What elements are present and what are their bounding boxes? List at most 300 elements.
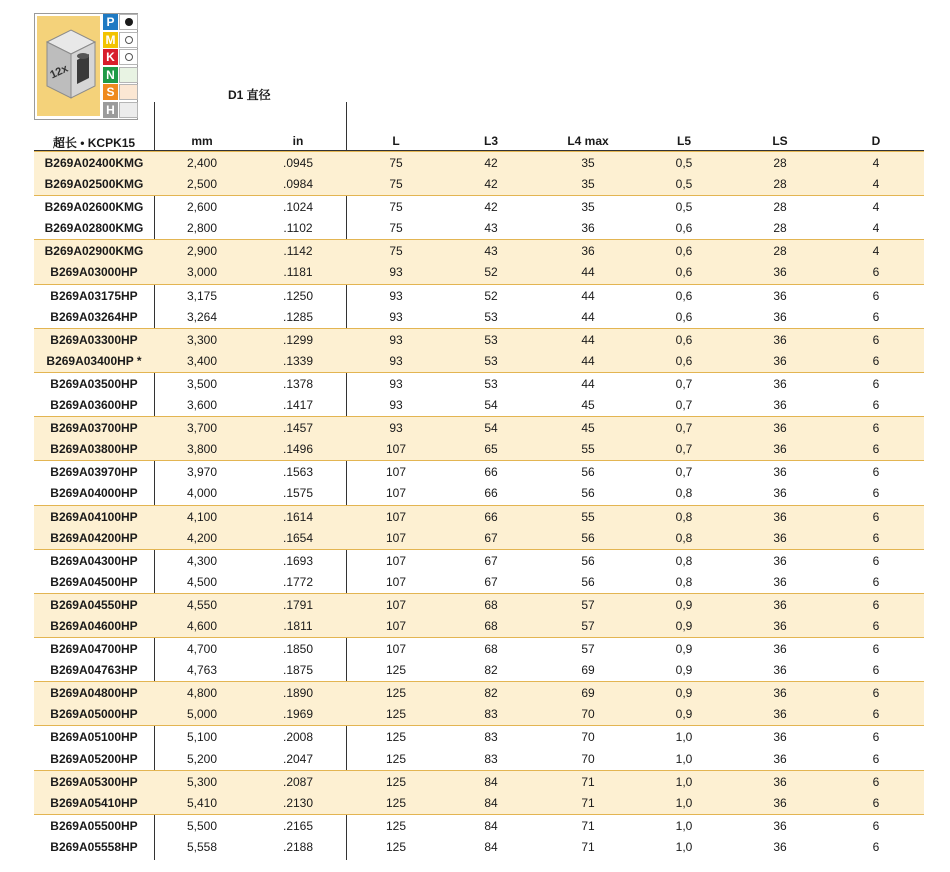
material-suitability-cell <box>119 32 138 48</box>
cell-mm: 3,600 <box>186 398 218 413</box>
cell-d: 6 <box>872 618 880 633</box>
cell-d: 4 <box>872 200 880 215</box>
cell-l4: 55 <box>581 509 595 524</box>
cell-l4: 70 <box>581 751 595 766</box>
cell-l3: 66 <box>484 486 498 501</box>
cell-l: 75 <box>389 244 403 259</box>
cell-d: 6 <box>872 642 880 657</box>
cell-l5: 0,6 <box>675 288 693 303</box>
cell-in: .1142 <box>283 244 313 259</box>
cell-l3: 68 <box>484 618 498 633</box>
cell-l4: 56 <box>581 553 595 568</box>
material-letter: K <box>103 49 118 65</box>
table-row <box>34 284 924 306</box>
cell-ls: 36 <box>773 795 787 810</box>
cell-mm: 2,400 <box>186 156 218 170</box>
cell-ls: 28 <box>773 177 787 192</box>
cell-l3: 43 <box>484 244 498 259</box>
cell-l3: 84 <box>484 795 498 810</box>
cell-l5: 0,9 <box>675 642 693 657</box>
cell-ls: 36 <box>773 751 787 766</box>
table-row <box>34 306 924 328</box>
material-letter: H <box>103 102 118 118</box>
cell-l: 125 <box>385 795 407 810</box>
cell-in: .2008 <box>282 730 314 745</box>
cell-in: .1024 <box>282 200 314 215</box>
material-letter: P <box>103 14 118 30</box>
cell-d: 6 <box>872 309 880 324</box>
cell-l: 125 <box>385 751 407 766</box>
application-icon-block <box>34 13 138 120</box>
cell-l3: 68 <box>484 597 498 612</box>
cell-mm: 4,550 <box>186 597 218 612</box>
cell-l5: 1,0 <box>675 795 693 810</box>
cell-mm: 5,300 <box>186 774 218 789</box>
cell-code: B269A03800HP <box>50 442 138 457</box>
cell-mm: 5,200 <box>186 751 218 766</box>
cell-l3: 54 <box>484 398 498 413</box>
cell-in: .2047 <box>282 751 314 766</box>
cell-l: 75 <box>389 177 403 192</box>
cell-ls: 36 <box>773 332 787 347</box>
cube-icon-frame <box>37 16 100 116</box>
cell-l3: 83 <box>484 707 498 722</box>
cell-l4: 45 <box>581 421 595 436</box>
cell-l4: 44 <box>581 309 595 324</box>
cell-l3: 82 <box>484 686 498 701</box>
cell-ls: 36 <box>773 686 787 701</box>
cell-ls: 36 <box>773 774 787 789</box>
table-row <box>34 350 924 372</box>
cell-l3: 83 <box>484 730 498 745</box>
cell-in: .1850 <box>282 642 314 657</box>
cell-l5: 0,7 <box>675 442 693 457</box>
material-letter: N <box>103 67 118 83</box>
cell-ls: 36 <box>773 663 787 678</box>
cell-l4: 44 <box>581 288 595 303</box>
cell-l: 93 <box>389 398 403 413</box>
cell-l: 75 <box>389 200 403 215</box>
cell-l5: 0,8 <box>675 530 693 545</box>
cell-d: 6 <box>872 465 880 480</box>
cell-l: 125 <box>385 730 407 745</box>
cell-ls: 36 <box>773 421 787 436</box>
cell-l3: 68 <box>484 642 498 657</box>
cell-l5: 0,7 <box>675 421 693 436</box>
cell-l4: 57 <box>581 618 595 633</box>
cell-l4: 71 <box>581 818 595 833</box>
cell-ls: 36 <box>773 818 787 833</box>
table-row <box>34 703 924 725</box>
table-row <box>34 681 924 703</box>
cell-d: 6 <box>872 421 880 436</box>
cell-code: B269A03400HP * <box>46 353 142 368</box>
header-L3: L3 <box>483 134 498 148</box>
cell-code: B269A03000HP <box>50 265 138 280</box>
cell-l4: 56 <box>581 574 595 589</box>
table-row <box>34 615 924 637</box>
cell-l: 75 <box>389 221 403 236</box>
table-row <box>34 460 924 482</box>
cell-ls: 36 <box>773 618 787 633</box>
cell-d: 4 <box>872 156 880 170</box>
cell-l5: 0,9 <box>675 597 693 612</box>
cell-d: 6 <box>872 353 880 368</box>
cell-l: 107 <box>385 597 407 612</box>
cell-l5: 0,6 <box>675 221 693 236</box>
cell-l4: 69 <box>581 663 595 678</box>
cell-mm: 3,000 <box>186 265 218 280</box>
cell-mm: 4,800 <box>186 686 218 701</box>
cell-mm: 4,700 <box>186 642 218 657</box>
cell-code: B269A04600HP <box>50 618 138 633</box>
cell-ls: 36 <box>773 442 787 457</box>
cell-l: 93 <box>389 288 403 303</box>
cell-ls: 28 <box>773 156 787 170</box>
table-row <box>34 438 924 460</box>
cell-mm: 4,100 <box>186 509 218 524</box>
cell-code: B269A03264HP <box>50 309 138 324</box>
cell-l: 107 <box>385 642 407 657</box>
cell-in: .1417 <box>282 398 314 413</box>
cell-mm: 3,175 <box>186 288 218 303</box>
cell-l3: 67 <box>484 530 498 545</box>
cell-l3: 42 <box>484 177 498 192</box>
table-row <box>34 659 924 681</box>
table-row <box>34 217 924 239</box>
cell-d: 4 <box>872 244 880 259</box>
cell-l4: 35 <box>581 200 595 215</box>
cell-l: 107 <box>385 530 407 545</box>
cell-l: 125 <box>385 663 407 678</box>
cell-l5: 1,0 <box>675 730 693 745</box>
cell-l5: 0,7 <box>675 398 693 413</box>
cell-l: 125 <box>385 774 407 789</box>
cell-l5: 0,6 <box>675 353 693 368</box>
table-row <box>34 748 924 770</box>
cell-l3: 66 <box>484 465 498 480</box>
cell-l3: 42 <box>484 200 498 215</box>
cell-code: B269A02800KMG <box>44 221 144 236</box>
table-row <box>34 173 924 195</box>
cell-l: 107 <box>385 486 407 501</box>
table-row <box>34 527 924 549</box>
cell-l4: 57 <box>581 597 595 612</box>
cell-l3: 83 <box>484 751 498 766</box>
cell-code: B269A03500HP <box>50 376 138 391</box>
table-row <box>34 571 924 593</box>
cell-ls: 36 <box>773 553 787 568</box>
cell-in: .1181 <box>283 265 313 280</box>
cell-code: B269A05200HP <box>50 751 138 766</box>
cell-l4: 71 <box>581 774 595 789</box>
cell-mm: 4,200 <box>186 530 218 545</box>
cell-in: .1575 <box>282 486 314 501</box>
cell-l: 107 <box>385 618 407 633</box>
material-suitability-cell <box>119 102 138 118</box>
cell-d: 4 <box>872 177 880 192</box>
cell-mm: 2,900 <box>186 244 218 259</box>
icon-label-12x: 12x <box>48 62 71 82</box>
cell-l5: 0,7 <box>675 376 693 391</box>
cell-in: .1102 <box>283 221 313 236</box>
cell-l4: 56 <box>581 486 595 501</box>
cell-l5: 0,9 <box>675 686 693 701</box>
cell-l: 93 <box>389 353 403 368</box>
cell-mm: 3,264 <box>186 309 218 324</box>
table-row <box>34 328 924 350</box>
cell-l4: 35 <box>581 156 595 170</box>
cell-mm: 5,558 <box>186 839 218 854</box>
cell-in: .0945 <box>282 156 314 170</box>
cell-l3: 52 <box>484 265 498 280</box>
cell-l3: 84 <box>484 839 498 854</box>
cell-d: 6 <box>872 332 880 347</box>
cell-l: 107 <box>385 509 407 524</box>
cell-ls: 36 <box>773 486 787 501</box>
cell-code: B269A04700HP <box>50 642 138 657</box>
cell-l5: 1,0 <box>675 839 693 854</box>
cell-ls: 36 <box>773 353 787 368</box>
cell-l3: 65 <box>484 442 498 457</box>
cell-ls: 28 <box>773 244 787 259</box>
cell-in: .1285 <box>282 309 314 324</box>
cell-code: B269A03300HP <box>50 332 138 347</box>
cell-d: 6 <box>872 686 880 701</box>
cell-in: .2087 <box>282 774 314 789</box>
cell-l5: 0,5 <box>675 156 693 170</box>
cell-code: B269A03700HP <box>50 421 138 436</box>
table-row <box>34 394 924 416</box>
cell-l4: 44 <box>581 376 595 391</box>
cell-mm: 4,300 <box>186 553 218 568</box>
cell-l4: 35 <box>581 177 595 192</box>
header-mm: mm <box>191 134 213 148</box>
cell-ls: 36 <box>773 839 787 854</box>
cell-in: .1299 <box>282 332 314 347</box>
table-row <box>34 637 924 659</box>
cell-d: 6 <box>872 774 880 789</box>
cell-d: 6 <box>872 398 880 413</box>
cell-ls: 36 <box>773 730 787 745</box>
cell-ls: 28 <box>773 221 787 236</box>
table-row <box>34 505 924 527</box>
cell-l3: 53 <box>484 353 498 368</box>
cell-in: .2165 <box>282 818 314 833</box>
cell-d: 6 <box>872 597 880 612</box>
cell-code: B269A05100HP <box>50 730 138 745</box>
cell-in: .1791 <box>282 597 314 612</box>
cell-l3: 84 <box>484 774 498 789</box>
cell-l5: 0,9 <box>675 707 693 722</box>
cell-l4: 56 <box>581 465 595 480</box>
cell-d: 6 <box>872 553 880 568</box>
header-L4: L4 max <box>567 134 609 148</box>
cell-l5: 0,8 <box>675 553 693 568</box>
header-in: in <box>292 134 304 148</box>
cell-code: B269A03600HP <box>50 398 138 413</box>
cell-l: 107 <box>385 442 407 457</box>
cell-l5: 0,8 <box>675 486 693 501</box>
cell-l3: 67 <box>484 553 498 568</box>
filled-circle-icon <box>125 18 133 26</box>
product-table <box>34 151 924 858</box>
cell-l4: 56 <box>581 530 595 545</box>
cell-l5: 0,6 <box>675 332 693 347</box>
cell-in: .1339 <box>282 353 314 368</box>
cell-d: 6 <box>872 442 880 457</box>
cell-mm: 4,763 <box>186 663 218 678</box>
cell-in: .1969 <box>282 707 314 722</box>
cell-l: 93 <box>389 265 403 280</box>
cell-l4: 69 <box>581 686 595 701</box>
cell-code: B269A02900KMG <box>44 244 144 259</box>
table-row <box>34 372 924 394</box>
table-row <box>34 416 924 438</box>
cell-mm: 5,100 <box>186 730 218 745</box>
table-row <box>34 593 924 615</box>
cell-l: 93 <box>389 309 403 324</box>
cell-l3: 52 <box>484 288 498 303</box>
table-row <box>34 482 924 504</box>
cell-d: 4 <box>872 221 880 236</box>
cell-l4: 36 <box>581 244 595 259</box>
cell-l: 107 <box>385 553 407 568</box>
cell-ls: 36 <box>773 398 787 413</box>
cell-in: .1378 <box>282 376 314 391</box>
cell-l5: 0,8 <box>675 574 693 589</box>
cell-l4: 71 <box>581 795 595 810</box>
cell-l5: 0,6 <box>675 244 693 259</box>
cell-l5: 0,6 <box>675 309 693 324</box>
cell-mm: 3,300 <box>186 332 218 347</box>
cell-d: 6 <box>872 795 880 810</box>
cell-in: .1875 <box>282 663 314 678</box>
cell-ls: 36 <box>773 597 787 612</box>
cell-code: B269A04550HP <box>50 597 138 612</box>
open-circle-icon <box>125 36 133 44</box>
cell-mm: 4,500 <box>186 574 218 589</box>
cell-in: .1496 <box>282 442 314 457</box>
table-row <box>34 725 924 747</box>
material-suitability-cell <box>119 84 138 100</box>
cell-l: 93 <box>389 332 403 347</box>
cell-mm: 3,700 <box>186 421 218 436</box>
table-row <box>34 770 924 792</box>
cell-l3: 42 <box>484 156 498 170</box>
cell-l3: 67 <box>484 574 498 589</box>
cell-l4: 36 <box>581 221 595 236</box>
cell-ls: 36 <box>773 465 787 480</box>
cell-l3: 66 <box>484 509 498 524</box>
cell-d: 6 <box>872 707 880 722</box>
header-LS: LS <box>772 134 788 148</box>
cell-code: B269A05500HP <box>50 818 138 833</box>
cell-l: 125 <box>385 707 407 722</box>
cell-mm: 4,600 <box>186 618 218 633</box>
cell-mm: 5,410 <box>186 795 218 810</box>
cell-l5: 0,8 <box>675 509 693 524</box>
cell-l4: 44 <box>581 265 595 280</box>
cell-l5: 1,0 <box>675 818 693 833</box>
cell-ls: 36 <box>773 530 787 545</box>
cell-in: .1890 <box>282 686 314 701</box>
cell-in: .2188 <box>282 839 314 854</box>
cell-mm: 3,800 <box>186 442 218 457</box>
cell-code: B269A04763HP <box>50 663 138 678</box>
cell-ls: 36 <box>773 376 787 391</box>
cell-l3: 53 <box>484 376 498 391</box>
cell-d: 6 <box>872 663 880 678</box>
cell-l5: 0,9 <box>675 663 693 678</box>
cell-mm: 3,400 <box>186 353 218 368</box>
cell-ls: 36 <box>773 642 787 657</box>
cell-l3: 54 <box>484 421 498 436</box>
cell-l: 125 <box>385 686 407 701</box>
cell-l5: 0,7 <box>675 465 693 480</box>
cell-mm: 5,500 <box>186 818 218 833</box>
cell-d: 6 <box>872 265 880 280</box>
table-row <box>34 151 924 173</box>
cell-in: .1250 <box>282 288 314 303</box>
cell-ls: 36 <box>773 288 787 303</box>
cell-l3: 82 <box>484 663 498 678</box>
material-letter: M <box>103 32 118 48</box>
cell-mm: 2,800 <box>186 221 218 236</box>
cell-mm: 3,970 <box>186 465 218 480</box>
cell-l4: 71 <box>581 839 595 854</box>
cell-in: .1772 <box>282 574 314 589</box>
cell-d: 6 <box>872 486 880 501</box>
cell-l4: 70 <box>581 707 595 722</box>
table-row <box>34 814 924 836</box>
header-D: D <box>871 134 881 148</box>
cell-l4: 45 <box>581 398 595 413</box>
cell-l4: 55 <box>581 442 595 457</box>
cell-l5: 0,5 <box>675 200 693 215</box>
cell-l4: 44 <box>581 353 595 368</box>
material-suitability-cell <box>119 67 138 83</box>
cell-in: .1563 <box>282 465 314 480</box>
table-row <box>34 195 924 217</box>
material-suitability-cell <box>119 49 138 65</box>
cell-in: .0984 <box>282 177 314 192</box>
material-suitability-cell <box>119 14 138 30</box>
cell-code: B269A02400KMG <box>44 156 144 170</box>
cell-d: 6 <box>872 751 880 766</box>
cell-d: 6 <box>872 530 880 545</box>
cell-d: 6 <box>872 730 880 745</box>
cell-l4: 57 <box>581 642 595 657</box>
table-row <box>34 261 924 283</box>
cell-in: .1614 <box>282 509 314 524</box>
cell-l5: 1,0 <box>675 751 693 766</box>
cell-code: B269A05300HP <box>50 774 138 789</box>
header-L: L <box>392 134 400 148</box>
table-row <box>34 792 924 814</box>
cell-code: B269A04000HP <box>50 486 138 501</box>
cell-l4: 70 <box>581 730 595 745</box>
cell-d: 6 <box>872 288 880 303</box>
cell-code: B269A04500HP <box>50 574 138 589</box>
cell-in: .1457 <box>282 421 314 436</box>
cell-ls: 28 <box>773 200 787 215</box>
cell-l: 107 <box>385 465 407 480</box>
header-L5: L5 <box>676 134 691 148</box>
cell-mm: 5,000 <box>186 707 218 722</box>
cell-code: B269A02600KMG <box>44 200 144 215</box>
cell-d: 6 <box>872 818 880 833</box>
